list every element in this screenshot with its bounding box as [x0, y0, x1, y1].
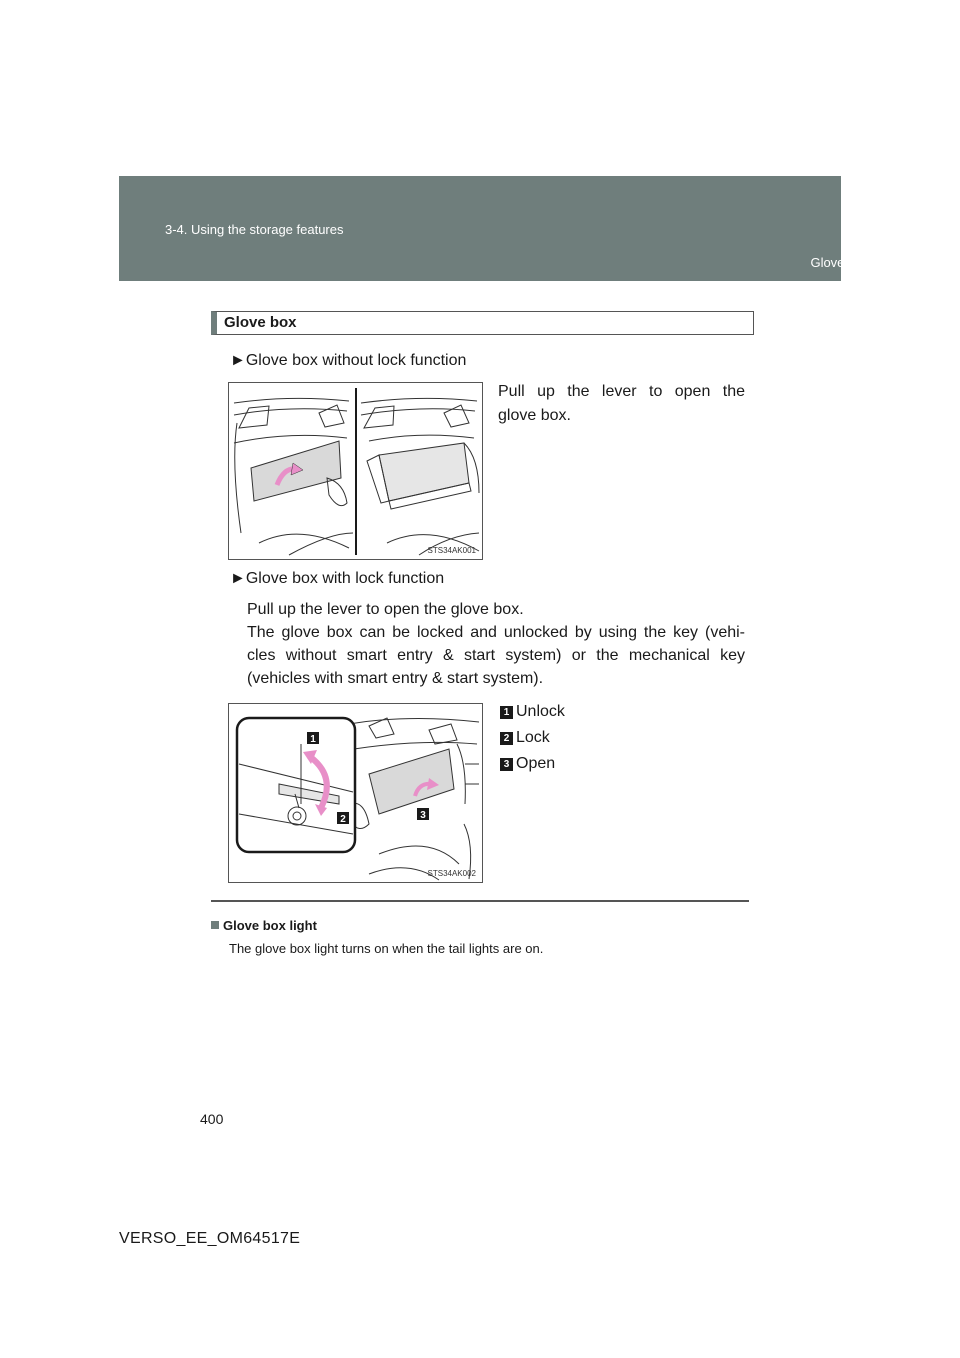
legend-item-unlock	[500, 703, 565, 721]
with-lock-line4: (vehicles with smart entry & start system).	[247, 670, 544, 687]
no-lock-instruction-line1: Pull up the lever to open the	[498, 383, 745, 400]
glove-box-illustration	[229, 383, 482, 559]
legend-number: 3	[500, 758, 513, 771]
glove-box-lock-illustration	[229, 704, 482, 882]
note-heading	[211, 918, 317, 933]
document-code: VERSO_EE_OM64517E	[119, 1230, 301, 1247]
legend-label: Open	[516, 755, 556, 772]
svg-text:1: 1	[310, 734, 316, 745]
figure-with-lock	[228, 703, 483, 883]
divider	[211, 900, 749, 902]
bullet-with-lock: ►Glove box with lock function	[230, 570, 445, 587]
legend-number: 2	[500, 732, 513, 745]
with-lock-line2: The glove box can be locked and unlocked by using the key (vehi-	[247, 624, 745, 641]
note-body: The glove box light turns on when the tail lights are on.	[229, 941, 544, 956]
section-label: 3-4. Using the storage features	[165, 222, 344, 237]
no-lock-instruction-line2: glove box.	[498, 407, 571, 424]
legend-label: Lock	[516, 729, 550, 746]
svg-text:3: 3	[420, 810, 426, 821]
figure-code: STS34AK001	[427, 546, 476, 555]
note-heading-text: Glove box light	[223, 918, 317, 933]
legend-item-lock	[500, 729, 550, 747]
section-title-bar	[211, 311, 754, 335]
section-title: Glove box	[224, 314, 297, 331]
svg-text:2: 2	[340, 814, 346, 825]
legend-number: 1	[500, 706, 513, 719]
bullet-no-lock: ►Glove box without lock function	[230, 352, 467, 369]
legend-item-open	[500, 755, 555, 773]
with-lock-line3: cles without smart entry & start system) or the mechanical key	[247, 647, 745, 664]
square-bullet-icon	[211, 921, 219, 929]
with-lock-line1: Pull up the lever to open the glove box.	[247, 601, 524, 618]
figure-no-lock	[228, 382, 483, 560]
figure-code: STS34AK002	[427, 869, 476, 878]
header-title: Glove box	[810, 255, 869, 270]
page-number: 400	[200, 1111, 224, 1127]
legend-label: Unlock	[516, 703, 565, 720]
